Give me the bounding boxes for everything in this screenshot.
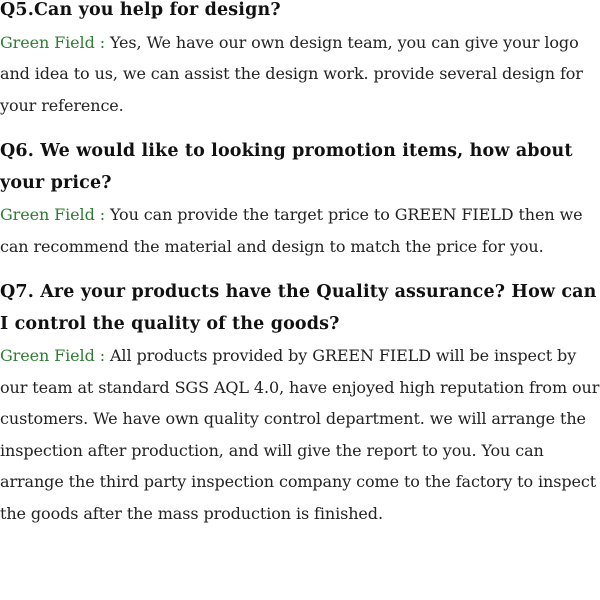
spacer bbox=[0, 121, 600, 136]
faq-item-q7 bbox=[0, 277, 600, 529]
question-q5: Q5.Can you help for design? bbox=[0, 0, 281, 20]
answer-text-q6: You can provide the target price to GREEN FIELD then we can recommend the material and design to match the price for you. bbox=[0, 205, 583, 256]
answer-label-q7: Green Field : bbox=[0, 346, 110, 365]
answer-label-q5: Green Field : bbox=[0, 32, 110, 52]
answer-label-q6: Green Field : bbox=[0, 205, 110, 224]
faq-item-q6 bbox=[0, 136, 600, 262]
question-q7: Q7. Are your products have the Quality assurance? How can I control the quality of the goods? bbox=[0, 282, 597, 334]
question-q6: Q6. We would like to looking promotion items, how about your price? bbox=[0, 141, 573, 193]
answer-q6 bbox=[0, 199, 600, 262]
answer-text-q5: Yes, We have our own design team, you can give your logo and idea to us, we can assist the design work. provide several design for your reference. bbox=[0, 32, 583, 115]
spacer bbox=[0, 262, 600, 277]
answer-text-q7: All products provided by GREEN FIELD will be inspect by our team at standard SGS AQL 4.0, have enjoyed high reputation from our customers. We have own quality control department. we will arrange the inspection after production, and will give the report to you. You can arrange the third party inspection company come to the factory to inspect the goods after the mass production is finished. bbox=[0, 346, 600, 523]
answer-q7 bbox=[0, 340, 600, 529]
faq-item-q5 bbox=[0, 0, 600, 121]
answer-q5 bbox=[0, 27, 600, 122]
